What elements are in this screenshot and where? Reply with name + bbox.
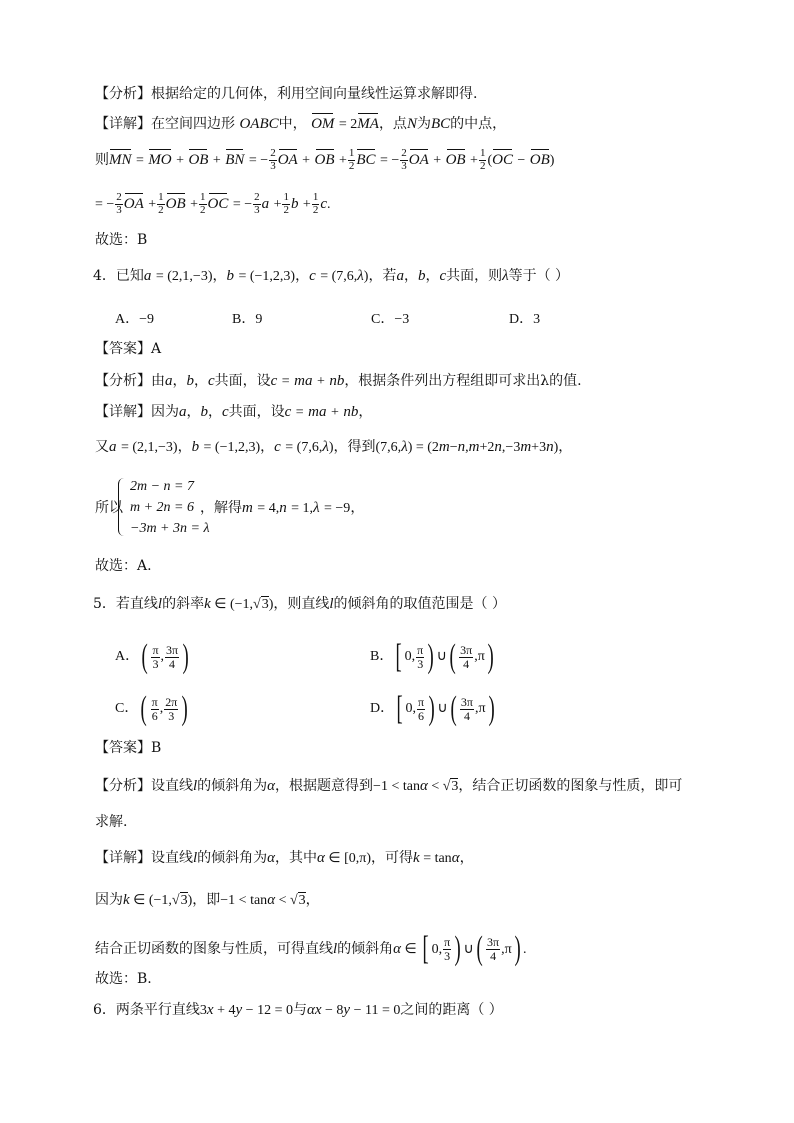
- question-5: 5．若直线l的斜率k ∈ (−1,√3)，则直线l的倾斜角的取值范围是（ ）: [93, 596, 506, 612]
- q4-analysis: 【分析】由a，b，c共面，设c = ma + nb，根据条件列出方程组即可求出λ的值.: [95, 373, 582, 389]
- q4-detail: 【详解】因为a，b，c共面，设c = ma + nb，: [95, 404, 373, 420]
- q4-solution: ，解得m = 4,n = 1,λ = −9，: [200, 500, 365, 516]
- q4-eq-2: m + 2n = 6: [130, 500, 195, 515]
- q5-answer-choice: 故选：B.: [95, 971, 152, 987]
- q5-answer: 【答案】B: [95, 740, 162, 756]
- q4-answer-choice: 故选：A.: [95, 558, 152, 574]
- q5-option-d: D．[ 0, $\frac{\pi}{6}$ ) ∪( $\frac{3\pi}{4}$ ,π): [370, 690, 495, 727]
- q5-analysis: 【分析】设直线l的倾斜角为α，根据题意得到−1 < tanα < √3，结合正切函数的图象与性质，即可: [95, 778, 683, 794]
- q5-option-b: B．[ 0, $\frac{\pi}{3}$ ) ∪( $\frac{3\pi}{4}$ ,π): [370, 638, 494, 675]
- answer-choice-q3: 故选：B: [95, 232, 148, 248]
- q4-answer: 【答案】A: [95, 341, 162, 357]
- vector-equation-line-2: = − $\frac{2}{3}$ OA + $\frac{1}{2}$ OB + $\frac{1}{2}$ OC = − $\frac{2}{3}$ a + $\frac{1}{2}$ b + $\frac{1}{2}$ c.: [95, 191, 331, 216]
- q4-eq-1: 2m − n = 7: [130, 479, 195, 494]
- q5-detail-3: 结合正切函数的图象与性质，可得直线l的倾斜角α ∈ [ 0, $\frac{\pi}{3}$ ) ∪( $\frac{3\pi}{4}$ ,π) .: [95, 930, 527, 967]
- detail-line-q3: 【详解】在空间四边形 OABC中， OM = 2MA，点N为BC的中点，: [95, 116, 507, 132]
- q4-eq-3: −3m + 3n = λ: [130, 521, 210, 536]
- q5-detail-2: 因为k ∈ (−1,√3)，即−1 < tanα < √3，: [95, 892, 320, 908]
- q5-option-a: A．( $\frac{\pi}{3}$ , $\frac{3\pi}{4}$ ): [115, 638, 189, 675]
- q5-analysis-cont: 求解.: [95, 814, 128, 830]
- q4-option-c: C．−3: [371, 312, 410, 327]
- q4-option-b: B．9: [232, 312, 263, 327]
- q4-option-a: A．−9: [115, 312, 155, 327]
- q4-system-brace: [118, 478, 127, 536]
- question-6: 6．两条平行直线3x + 4y − 12 = 0与αx − 8y − 11 = 0之间的距离（ ）: [93, 1002, 503, 1018]
- q4-option-d: D．3: [509, 312, 541, 327]
- q4-system-label: 所以: [95, 500, 123, 516]
- vector-equation-line-1: 则MN = MO + OB + BN = − $\frac{2}{3}$ OA + OB + $\frac{1}{2}$ BC = − $\frac{2}{3}$ OA + OB + $\frac{1}{2}$ (OC − OB): [95, 147, 555, 172]
- q5-detail: 【详解】设直线l的倾斜角为α，其中α ∈ [0,π)，可得k = tanα，: [95, 850, 474, 866]
- q5-option-c: C．( $\frac{\pi}{6}$ , $\frac{2\pi}{3}$ ): [115, 690, 189, 727]
- q4-detail-2: 又a = (2,1,−3)，b = (−1,2,3)，c = (7,6,λ)，得到(7,6,λ) = (2m−n,m+2n,−3m+3n)，: [95, 439, 573, 455]
- question-4: 4．已知a = (2,1,−3)，b = (−1,2,3)，c = (7,6,λ)，若a，b，c共面，则λ等于（ ）: [93, 268, 570, 284]
- analysis-line-q3: 【分析】根据给定的几何体，利用空间向量线性运算求解即得.: [95, 86, 478, 102]
